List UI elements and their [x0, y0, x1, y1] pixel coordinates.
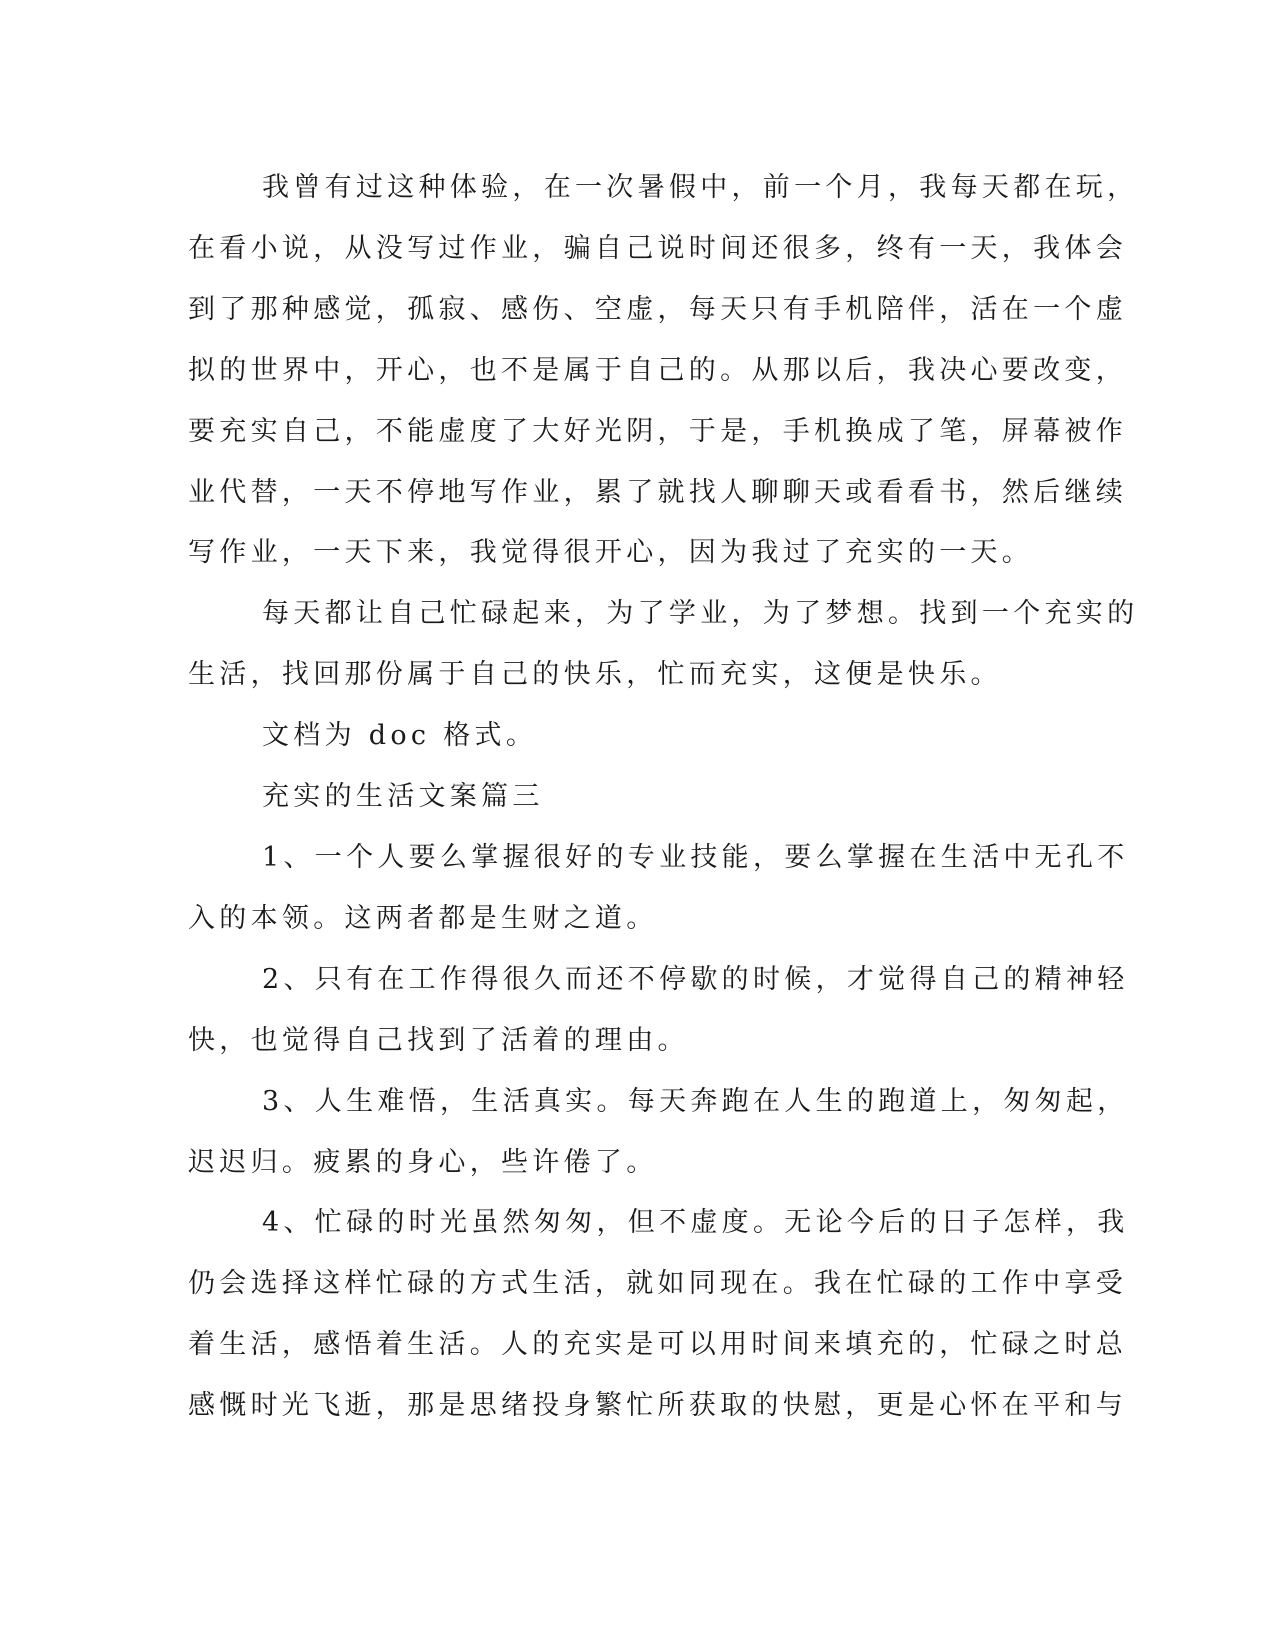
- text-line: 迟迟归。疲累的身心，些许倦了。: [188, 1146, 658, 1178]
- text-line: 仍会选择这样忙碌的方式生活，就如同现在。我在忙碌的工作中享受: [188, 1268, 1127, 1300]
- text-line: 3、人生难悟，生活真实。每天奔跑在人生的跑道上，匆匆起，: [262, 1085, 1129, 1117]
- text-line: 文档为 doc 格式。: [262, 720, 538, 752]
- text-line: 写作业，一天下来，我觉得很开心，因为我过了充实的一天。: [188, 537, 1034, 569]
- text-line: 充实的生活文案篇三: [262, 781, 544, 813]
- text-line: 2、只有在工作得很久而还不停歇的时候，才觉得自己的精神轻: [262, 963, 1129, 995]
- text-line: 每天都让自己忙碌起来，为了学业，为了梦想。找到一个充实的: [262, 598, 1139, 630]
- text-line: 感慨时光飞逝，那是思绪投身繁忙所获取的快慰，更是心怀在平和与: [188, 1390, 1127, 1422]
- text-line: 快，也觉得自己找到了活着的理由。: [188, 1024, 689, 1056]
- paragraph: [188, 158, 1139, 584]
- paragraph: [188, 767, 1073, 828]
- text-line: 我曾有过这种体验，在一次暑假中，前一个月，我每天都在玩，: [262, 172, 1139, 203]
- paragraph: [188, 1193, 1129, 1437]
- text-line: 着生活，感悟着生活。人的充实是可以用时间来填充的，忙碌之时总: [188, 1329, 1127, 1361]
- text-line: 入的本领。这两者都是生财之道。: [188, 902, 658, 934]
- text-line: 拟的世界中，开心，也不是属于自己的。从那以后，我决心要改变，: [188, 354, 1127, 386]
- text-line: 在看小说，从没写过作业，骗自己说时间还很多，终有一天，我体会: [188, 232, 1127, 264]
- paragraph: [188, 828, 1129, 950]
- paragraph: [188, 584, 1139, 706]
- text-line: 4、忙碌的时光虽然匆匆，但不虚度。无论今后的日子怎样，我: [262, 1207, 1129, 1239]
- document-body: [188, 158, 1139, 1437]
- text-line: 生活，找回那份属于自己的快乐，忙而充实，这便是快乐。: [188, 659, 1002, 691]
- paragraph: [188, 706, 1073, 767]
- text-line: 业代替，一天不停地写作业，累了就找人聊聊天或看看书，然后继续: [188, 476, 1127, 508]
- text-line: 1、一个人要么掌握很好的专业技能，要么掌握在生活中无孔不: [262, 841, 1129, 873]
- paragraph: [188, 950, 1129, 1072]
- text-line: 到了那种感觉，孤寂、感伤、空虚，每天只有手机陪伴，活在一个虚: [188, 293, 1127, 325]
- paragraph: [188, 1072, 1129, 1194]
- text-line: 要充实自己，不能虚度了大好光阴，于是，手机换成了笔，屏幕被作: [188, 415, 1127, 447]
